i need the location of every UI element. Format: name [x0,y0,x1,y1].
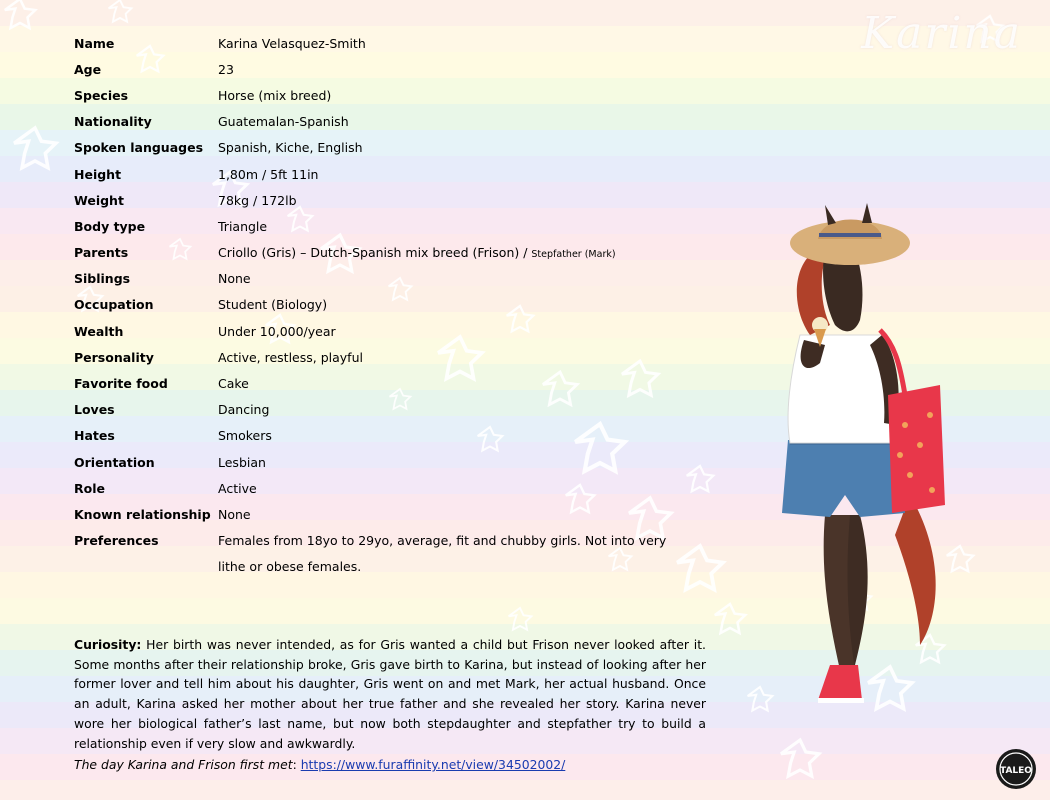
row-value: lithe or obese females. [218,559,362,575]
row-label: Known relationship [74,506,211,522]
row-value: None [218,506,251,522]
row-value: 1,80m / 5ft 11in [218,166,319,182]
row-label: Species [74,87,129,103]
row-value: None [218,271,251,287]
profile-table [74,30,666,580]
row-value: Spanish, Kiche, English [218,140,363,156]
profile-row-personality [74,344,666,370]
profile-row-nationality [74,109,666,135]
furaffinity-link[interactable]: https://www.furaffinity.net/view/34502002/ [300,757,566,772]
row-label: Occupation [74,297,154,313]
row-value: Active [218,480,257,496]
profile-row-orientation [74,449,666,475]
row-label: Age [74,61,102,77]
row-label [74,554,218,580]
profile-row-hates [74,423,666,449]
row-value: Active, restless, playful [218,349,363,365]
profile-row-role [74,475,666,501]
row-value: Cake [218,376,249,392]
profile-row-known-relationship [74,501,666,527]
profile-row-body-type [74,213,666,239]
profile-row-age [74,56,666,82]
profile-row-weight [74,187,666,213]
row-label: Favorite food [74,376,168,392]
row-label: Body type [74,218,146,234]
curiosity-label: Curiosity: [74,637,142,652]
link-separator: : [292,757,301,772]
profile-row-name [74,30,666,56]
row-label: Loves [74,402,115,418]
stepfather-text: Stepfather (Mark) [531,249,616,261]
row-value: 23 [218,61,234,77]
row-value [218,240,666,266]
row-value: Student (Biology) [218,297,328,313]
row-value: Lesbian [218,454,266,470]
row-value: Horse (mix breed) [218,87,332,103]
logo-text: TALEO [1000,766,1032,776]
row-label: Height [74,166,122,182]
profile-row-height [74,161,666,187]
profile-row-parents [74,240,666,266]
row-value: Dancing [218,402,270,418]
row-label: Nationality [74,114,152,130]
row-label: Weight [74,192,124,208]
profile-row-occupation [74,292,666,318]
row-value: Triangle [218,218,268,234]
profile-row-loves [74,397,666,423]
profile-row-siblings [74,266,666,292]
character-illustration [770,195,950,735]
row-value: Females from 18yo to 29yo, average, fit and chubby girls. Not into very [218,533,667,549]
profile-row-species [74,82,666,108]
row-label: Name [74,35,115,51]
row-label: Preferences [74,533,159,549]
row-label: Siblings [74,271,131,287]
character-name-watermark: Karina [861,8,1022,59]
curiosity-text: Her birth was never intended, as for Gris wanted a child but Frison never looked after it. Some months after their relationship broke, Gris gave birth to Karina, but instead of looking after her former lover and tell him about his daughter, Gris went on and met Mark, her actual husband. Once an adult, Karina asked her mother about her true father and she revealed her story. Karina never wore her biological father’s last name, but now both stepdaughter and stepfather try to build a relationship even if very slow and awkwardly. [74,637,706,751]
first-met-line [74,757,565,772]
row-label: Wealth [74,323,124,339]
row-value: 78kg / 172lb [218,192,297,208]
profile-row-preferences [74,528,666,554]
row-label: Spoken languages [74,140,204,156]
row-label: Personality [74,349,154,365]
profile-row-languages [74,135,666,161]
profile-row-wealth [74,318,666,344]
first-met-label: The day Karina and Frison first met [74,757,293,772]
row-label: Hates [74,428,115,444]
profile-row-favorite-food [74,370,666,396]
row-value: Smokers [218,428,272,444]
artist-logo-icon [995,748,1037,790]
row-value: Under 10,000/year [218,323,336,339]
profile-row-preferences-cont [74,554,666,580]
row-label: Role [74,480,105,496]
row-value: Guatemalan-Spanish [218,114,349,130]
parents-text: Criollo (Gris) – Dutch-Spanish mix breed (Frison) / [218,245,532,261]
curiosity-paragraph [74,635,706,753]
row-label: Parents [74,245,129,261]
row-label: Orientation [74,454,155,470]
row-value: Karina Velasquez-Smith [218,35,366,51]
